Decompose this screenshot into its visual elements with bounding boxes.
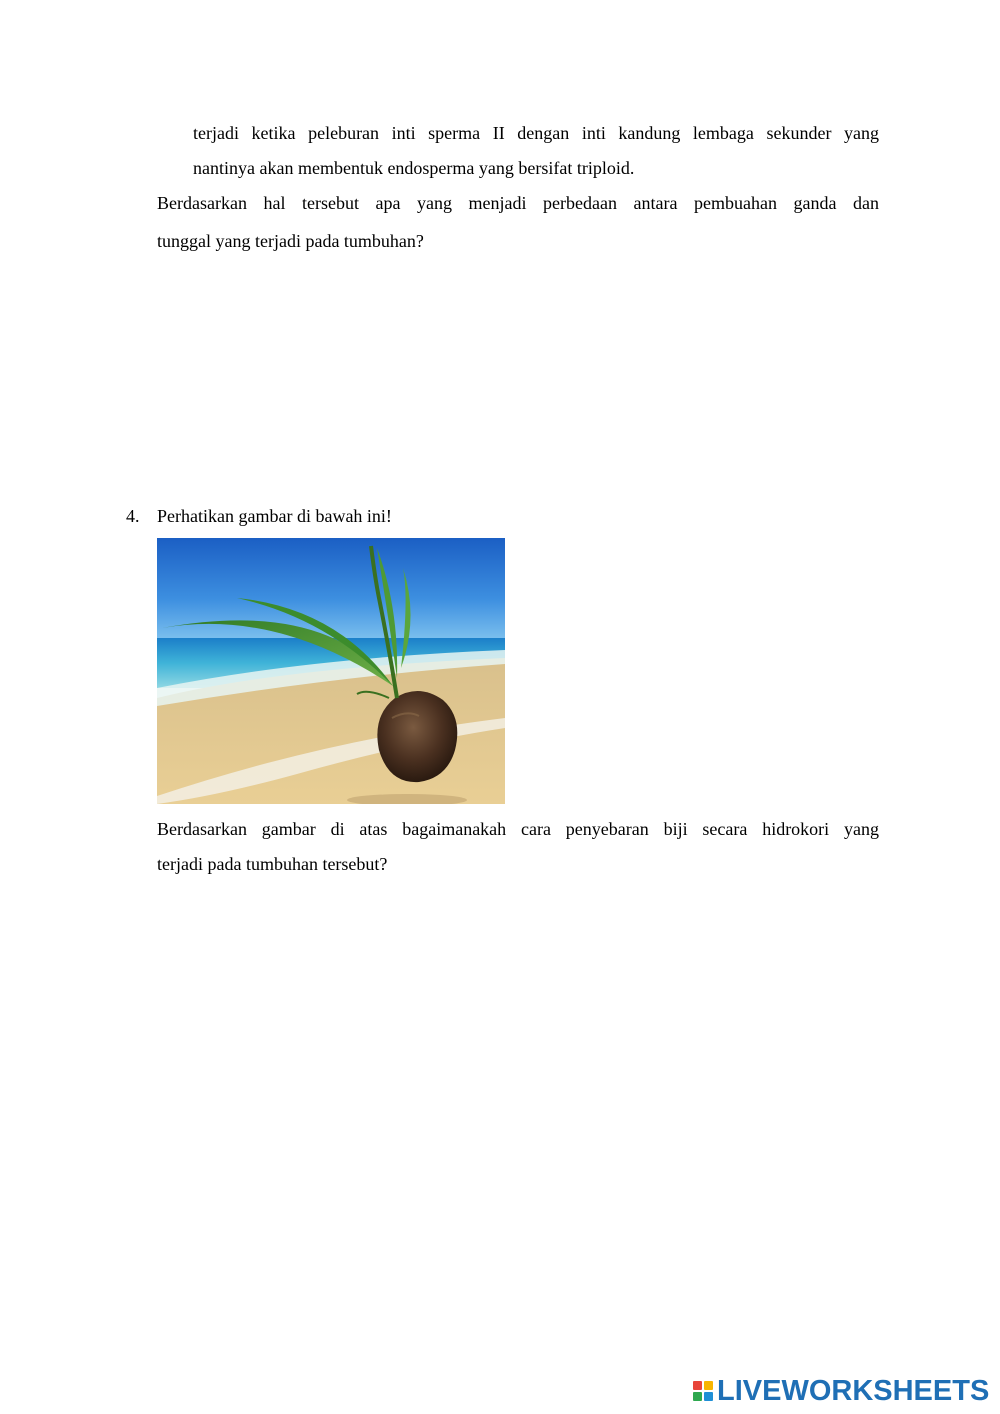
- question-text: Berdasarkan gambar di atas bagaimanakah cara penyebaran biji secara hidrokori yang: [157, 819, 879, 839]
- paragraph-line: terjadi ketika peleburan inti sperma II dengan inti kandung lembaga sekunder yang: [193, 123, 879, 143]
- logo-text: LIVEWORKSHEETS: [717, 1375, 990, 1407]
- logo-blocks-icon: [693, 1381, 713, 1401]
- coconut-beach-photo: [157, 538, 505, 804]
- question-number: 4.: [126, 506, 140, 526]
- question-text: tunggal yang terjadi pada tumbuhan?: [157, 231, 424, 251]
- question-text: Berdasarkan hal tersebut apa yang menjadi perbedaan antara pembuahan ganda dan: [157, 193, 879, 213]
- question-prompt: Perhatikan gambar di bawah ini!: [157, 506, 392, 526]
- question-text: terjadi pada tumbuhan tersebut?: [157, 854, 388, 874]
- paragraph-line: nantinya akan membentuk endosperma yang bersifat triploid.: [193, 158, 635, 178]
- liveworksheets-logo: [693, 1376, 989, 1406]
